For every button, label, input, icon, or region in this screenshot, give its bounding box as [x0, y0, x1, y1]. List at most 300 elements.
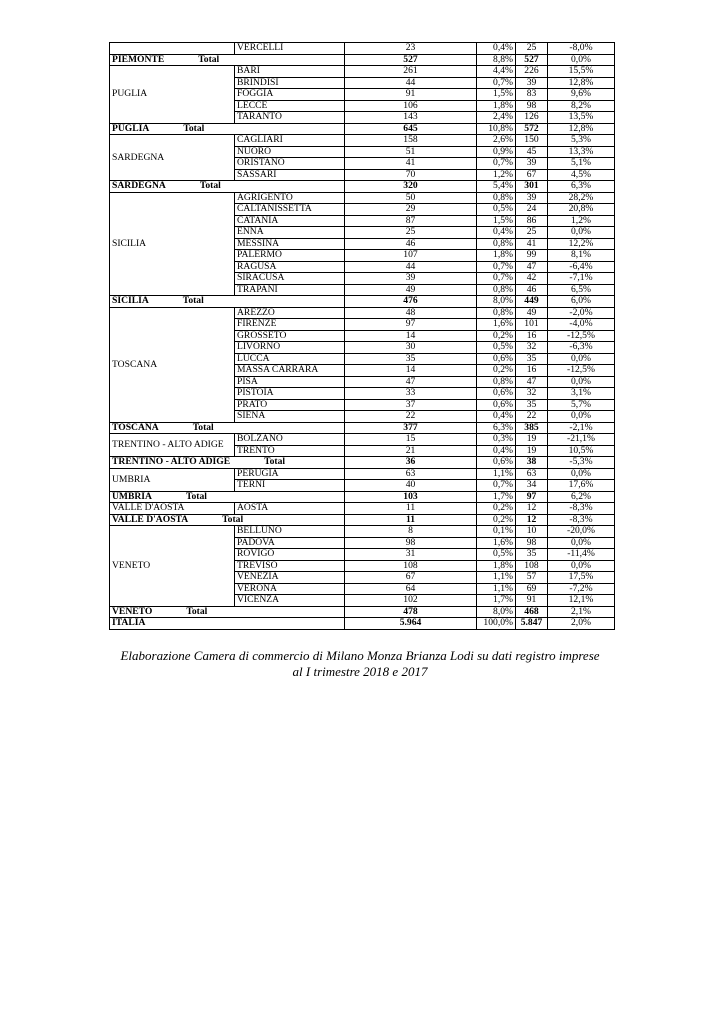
- variation-cell: 0,0%: [548, 537, 615, 549]
- province-cell: TRAPANI: [235, 284, 345, 296]
- province-cell: BRINDISI: [235, 77, 345, 89]
- count-2017-cell: 91: [516, 595, 548, 607]
- count-2018-cell: 21: [345, 445, 477, 457]
- share-cell: 0,8%: [477, 192, 516, 204]
- region-name: TOSCANA: [112, 422, 159, 433]
- variation-cell: 17,6%: [548, 480, 615, 492]
- count-2018-cell: 31: [345, 549, 477, 561]
- share-cell: 0,4%: [477, 227, 516, 239]
- count-2018-cell: 29: [345, 204, 477, 216]
- count-2018-cell: 8: [345, 526, 477, 538]
- share-cell: 1,7%: [477, 595, 516, 607]
- region-total-row: [110, 123, 615, 135]
- region-name: SICILIA: [112, 295, 149, 307]
- variation-cell: 0,0%: [548, 468, 615, 480]
- count-2017-cell: 25: [516, 227, 548, 239]
- count-2017-cell: 41: [516, 238, 548, 250]
- province-cell: FIRENZE: [235, 319, 345, 331]
- region-total-label: [110, 123, 345, 135]
- province-cell: ROVIGO: [235, 549, 345, 561]
- share-cell: 1,7%: [477, 491, 516, 503]
- count-2018-cell: 108: [345, 560, 477, 572]
- variation-cell: -6,3%: [548, 342, 615, 354]
- table-row: [110, 434, 615, 446]
- region-cell: TRENTINO - ALTO ADIGE: [110, 434, 235, 457]
- region-total-row: [110, 54, 615, 66]
- variation-cell: 12,8%: [548, 77, 615, 89]
- count-2018-cell: 102: [345, 595, 477, 607]
- share-cell: 1,8%: [477, 100, 516, 112]
- variation-cell: -8,3%: [548, 514, 615, 526]
- count-2018-cell: 478: [345, 606, 477, 618]
- province-cell: VICENZA: [235, 595, 345, 607]
- variation-cell: 12,1%: [548, 595, 615, 607]
- variation-cell: 0,0%: [548, 54, 615, 66]
- share-cell: 0,8%: [477, 376, 516, 388]
- region-cell: SARDEGNA: [110, 135, 235, 181]
- share-cell: 0,7%: [477, 480, 516, 492]
- region-cell: PUGLIA: [110, 66, 235, 124]
- count-2017-cell: 468: [516, 606, 548, 618]
- count-2018-cell: 44: [345, 77, 477, 89]
- count-2017-cell: 57: [516, 572, 548, 584]
- share-cell: 0,4%: [477, 411, 516, 423]
- variation-cell: 10,5%: [548, 445, 615, 457]
- share-cell: 0,8%: [477, 307, 516, 319]
- count-2017-cell: 42: [516, 273, 548, 285]
- count-2017-cell: 83: [516, 89, 548, 101]
- variation-cell: 12,8%: [548, 123, 615, 135]
- variation-cell: -8,0%: [548, 43, 615, 55]
- variation-cell: 0,0%: [548, 411, 615, 423]
- province-cell: AGRIGENTO: [235, 192, 345, 204]
- province-cell: AREZZO: [235, 307, 345, 319]
- table-row: [110, 135, 615, 147]
- count-2017-cell: 19: [516, 434, 548, 446]
- province-cell: LUCCA: [235, 353, 345, 365]
- count-2018-cell: 48: [345, 307, 477, 319]
- region-name: SARDEGNA: [112, 180, 166, 192]
- share-cell: 2,4%: [477, 112, 516, 124]
- count-2017-cell: 19: [516, 445, 548, 457]
- share-cell: 1,6%: [477, 319, 516, 331]
- variation-cell: 15,5%: [548, 66, 615, 78]
- province-cell: TRENTO: [235, 445, 345, 457]
- province-cell: NUORO: [235, 146, 345, 158]
- province-cell: ORISTANO: [235, 158, 345, 170]
- share-cell: 8,0%: [477, 606, 516, 618]
- region-total-label: [110, 491, 345, 503]
- variation-cell: 2,0%: [548, 618, 615, 630]
- variation-cell: -7,1%: [548, 273, 615, 285]
- region-cell: SICILIA: [110, 192, 235, 296]
- variation-cell: 6,5%: [548, 284, 615, 296]
- total-label: Total: [222, 514, 244, 525]
- region-name: TRENTINO - ALTO ADIGE: [112, 456, 231, 468]
- region-total-row: [110, 514, 615, 526]
- province-cell: PISTOIA: [235, 388, 345, 400]
- count-2017-cell: 69: [516, 583, 548, 595]
- count-2017-cell: 98: [516, 100, 548, 112]
- total-label: Total: [199, 180, 221, 192]
- count-2018-cell: 33: [345, 388, 477, 400]
- share-cell: 0,7%: [477, 261, 516, 273]
- province-cell: TARANTO: [235, 112, 345, 124]
- count-2017-cell: 63: [516, 468, 548, 480]
- region-total-label: [110, 296, 345, 308]
- region-total-row: [110, 422, 615, 434]
- province-cell: PISA: [235, 376, 345, 388]
- variation-cell: -7,2%: [548, 583, 615, 595]
- province-cell: PADOVA: [235, 537, 345, 549]
- province-cell: RAGUSA: [235, 261, 345, 273]
- province-cell: MASSA CARRARA: [235, 365, 345, 377]
- table-row: [110, 526, 615, 538]
- variation-cell: -12,5%: [548, 330, 615, 342]
- count-2018-cell: 158: [345, 135, 477, 147]
- share-cell: 6,3%: [477, 422, 516, 434]
- share-cell: 0,3%: [477, 434, 516, 446]
- count-2017-cell: 5.847: [516, 618, 548, 630]
- province-cell: CATANIA: [235, 215, 345, 227]
- grand-total-label: ITALIA: [110, 618, 345, 630]
- count-2018-cell: 67: [345, 572, 477, 584]
- share-cell: 0,8%: [477, 284, 516, 296]
- total-label: Total: [186, 606, 208, 617]
- province-cell: MESSINA: [235, 238, 345, 250]
- count-2018-cell: 64: [345, 583, 477, 595]
- variation-cell: -5,3%: [548, 457, 615, 469]
- share-cell: 1,8%: [477, 560, 516, 572]
- count-2017-cell: 449: [516, 296, 548, 308]
- count-2018-cell: 46: [345, 238, 477, 250]
- variation-cell: 3,1%: [548, 388, 615, 400]
- province-cell: SIENA: [235, 411, 345, 423]
- region-name: UMBRIA: [112, 491, 152, 502]
- count-2018-cell: 35: [345, 353, 477, 365]
- count-2017-cell: 34: [516, 480, 548, 492]
- share-cell: 0,5%: [477, 342, 516, 354]
- region-cell: [110, 43, 235, 55]
- share-cell: 1,1%: [477, 572, 516, 584]
- count-2018-cell: 40: [345, 480, 477, 492]
- table-row: [110, 43, 615, 55]
- region-name: VALLE D'AOSTA: [112, 514, 189, 525]
- total-label: Total: [264, 456, 286, 468]
- total-label: Total: [198, 54, 220, 65]
- variation-cell: 6,0%: [548, 296, 615, 308]
- count-2018-cell: 50: [345, 192, 477, 204]
- province-cell: BARI: [235, 66, 345, 78]
- count-2018-cell: 49: [345, 284, 477, 296]
- variation-cell: 8,2%: [548, 100, 615, 112]
- region-total-label: [110, 457, 345, 469]
- variation-cell: 28,2%: [548, 192, 615, 204]
- variation-cell: 6,2%: [548, 491, 615, 503]
- province-cell: PRATO: [235, 399, 345, 411]
- count-2018-cell: 30: [345, 342, 477, 354]
- count-2017-cell: 45: [516, 146, 548, 158]
- count-2017-cell: 39: [516, 192, 548, 204]
- province-cell: ENNA: [235, 227, 345, 239]
- province-cell: CALTANISSETTA: [235, 204, 345, 216]
- share-cell: 1,2%: [477, 169, 516, 181]
- table-row: [110, 307, 615, 319]
- province-cell: PERUGIA: [235, 468, 345, 480]
- share-cell: 0,4%: [477, 43, 516, 55]
- count-2018-cell: 98: [345, 537, 477, 549]
- share-cell: 0,4%: [477, 445, 516, 457]
- variation-cell: 12,2%: [548, 238, 615, 250]
- share-cell: 1,8%: [477, 250, 516, 262]
- region-name: PUGLIA: [112, 123, 150, 134]
- count-2018-cell: 11: [345, 514, 477, 526]
- count-2017-cell: 301: [516, 181, 548, 193]
- province-cell: FOGGIA: [235, 89, 345, 101]
- share-cell: 0,2%: [477, 514, 516, 526]
- count-2018-cell: 39: [345, 273, 477, 285]
- share-cell: 0,7%: [477, 273, 516, 285]
- count-2018-cell: 63: [345, 468, 477, 480]
- region-total-label: [110, 54, 345, 66]
- count-2017-cell: 10: [516, 526, 548, 538]
- variation-cell: 0,0%: [548, 227, 615, 239]
- count-2017-cell: 67: [516, 169, 548, 181]
- count-2018-cell: 51: [345, 146, 477, 158]
- region-cell: UMBRIA: [110, 468, 235, 491]
- count-2018-cell: 377: [345, 422, 477, 434]
- count-2018-cell: 11: [345, 503, 477, 515]
- region-total-row: [110, 606, 615, 618]
- share-cell: 2,6%: [477, 135, 516, 147]
- province-cell: TERNI: [235, 480, 345, 492]
- count-2017-cell: 16: [516, 330, 548, 342]
- region-total-label: [110, 181, 345, 193]
- count-2017-cell: 86: [516, 215, 548, 227]
- count-2018-cell: 25: [345, 227, 477, 239]
- provinces-table: [109, 42, 615, 630]
- count-2018-cell: 261: [345, 66, 477, 78]
- count-2017-cell: 32: [516, 342, 548, 354]
- count-2018-cell: 87: [345, 215, 477, 227]
- total-label: Total: [183, 123, 205, 134]
- share-cell: 0,2%: [477, 503, 516, 515]
- share-cell: 1,6%: [477, 537, 516, 549]
- count-2017-cell: 47: [516, 376, 548, 388]
- count-2017-cell: 47: [516, 261, 548, 273]
- province-cell: LECCE: [235, 100, 345, 112]
- count-2017-cell: 97: [516, 491, 548, 503]
- count-2017-cell: 35: [516, 353, 548, 365]
- share-cell: 0,6%: [477, 388, 516, 400]
- count-2018-cell: 476: [345, 296, 477, 308]
- region-total-row: [110, 296, 615, 308]
- count-2018-cell: 97: [345, 319, 477, 331]
- count-2018-cell: 47: [345, 376, 477, 388]
- share-cell: 1,1%: [477, 468, 516, 480]
- variation-cell: 6,3%: [548, 181, 615, 193]
- region-cell: TOSCANA: [110, 307, 235, 422]
- variation-cell: -4,0%: [548, 319, 615, 331]
- count-2017-cell: 32: [516, 388, 548, 400]
- count-2017-cell: 108: [516, 560, 548, 572]
- share-cell: 0,8%: [477, 238, 516, 250]
- count-2018-cell: 14: [345, 330, 477, 342]
- share-cell: 0,6%: [477, 457, 516, 469]
- share-cell: 1,5%: [477, 89, 516, 101]
- variation-cell: 13,3%: [548, 146, 615, 158]
- variation-cell: 8,1%: [548, 250, 615, 262]
- share-cell: 10,8%: [477, 123, 516, 135]
- region-cell: VENETO: [110, 526, 235, 607]
- count-2017-cell: 12: [516, 514, 548, 526]
- count-2018-cell: 143: [345, 112, 477, 124]
- count-2017-cell: 99: [516, 250, 548, 262]
- region-name: PIEMONTE: [112, 54, 165, 65]
- variation-cell: 5,3%: [548, 135, 615, 147]
- table-row: [110, 192, 615, 204]
- share-cell: 0,5%: [477, 204, 516, 216]
- variation-cell: 1,2%: [548, 215, 615, 227]
- region-cell: VALLE D'AOSTA: [110, 503, 235, 515]
- table-caption: Elaborazione Camera di commercio di Milano Monza Brianza Lodi su dati registro imprese al I trimestre 2018 e 2017: [120, 648, 600, 679]
- count-2017-cell: 25: [516, 43, 548, 55]
- variation-cell: -12,5%: [548, 365, 615, 377]
- count-2018-cell: 14: [345, 365, 477, 377]
- variation-cell: 9,6%: [548, 89, 615, 101]
- count-2017-cell: 24: [516, 204, 548, 216]
- region-total-row: [110, 457, 615, 469]
- count-2017-cell: 101: [516, 319, 548, 331]
- share-cell: 8,8%: [477, 54, 516, 66]
- variation-cell: 0,0%: [548, 376, 615, 388]
- table-row: [110, 468, 615, 480]
- count-2018-cell: 41: [345, 158, 477, 170]
- total-label: Total: [185, 491, 207, 502]
- province-cell: TREVISO: [235, 560, 345, 572]
- share-cell: 0,6%: [477, 399, 516, 411]
- count-2017-cell: 98: [516, 537, 548, 549]
- count-2017-cell: 49: [516, 307, 548, 319]
- variation-cell: -11,4%: [548, 549, 615, 561]
- province-cell: CAGLIARI: [235, 135, 345, 147]
- variation-cell: 0,0%: [548, 353, 615, 365]
- count-2017-cell: 527: [516, 54, 548, 66]
- count-2017-cell: 126: [516, 112, 548, 124]
- province-cell: BOLZANO: [235, 434, 345, 446]
- variation-cell: -20,0%: [548, 526, 615, 538]
- variation-cell: -8,3%: [548, 503, 615, 515]
- count-2018-cell: 36: [345, 457, 477, 469]
- count-2018-cell: 5.964: [345, 618, 477, 630]
- region-total-row: [110, 181, 615, 193]
- province-cell: SIRACUSA: [235, 273, 345, 285]
- share-cell: 0,2%: [477, 330, 516, 342]
- variation-cell: -21,1%: [548, 434, 615, 446]
- share-cell: 8,0%: [477, 296, 516, 308]
- count-2017-cell: 385: [516, 422, 548, 434]
- count-2018-cell: 106: [345, 100, 477, 112]
- count-2018-cell: 22: [345, 411, 477, 423]
- share-cell: 0,1%: [477, 526, 516, 538]
- share-cell: 0,6%: [477, 353, 516, 365]
- count-2018-cell: 91: [345, 89, 477, 101]
- region-total-label: [110, 606, 345, 618]
- share-cell: 100,0%: [477, 618, 516, 630]
- table-body: [110, 43, 615, 630]
- province-cell: BELLUNO: [235, 526, 345, 538]
- province-cell: GROSSETO: [235, 330, 345, 342]
- share-cell: 0,7%: [477, 158, 516, 170]
- count-2018-cell: 107: [345, 250, 477, 262]
- count-2017-cell: 39: [516, 77, 548, 89]
- count-2017-cell: 16: [516, 365, 548, 377]
- province-cell: LIVORNO: [235, 342, 345, 354]
- count-2018-cell: 320: [345, 181, 477, 193]
- share-cell: 1,5%: [477, 215, 516, 227]
- count-2017-cell: 39: [516, 158, 548, 170]
- variation-cell: -2,1%: [548, 422, 615, 434]
- total-label: Total: [182, 295, 204, 307]
- variation-cell: 0,0%: [548, 560, 615, 572]
- count-2018-cell: 103: [345, 491, 477, 503]
- variation-cell: 20,8%: [548, 204, 615, 216]
- variation-cell: -6,4%: [548, 261, 615, 273]
- count-2017-cell: 150: [516, 135, 548, 147]
- variation-cell: 13,5%: [548, 112, 615, 124]
- province-cell: PALERMO: [235, 250, 345, 262]
- region-total-label: [110, 514, 345, 526]
- count-2017-cell: 572: [516, 123, 548, 135]
- variation-cell: 17,5%: [548, 572, 615, 584]
- province-cell: VERONA: [235, 583, 345, 595]
- count-2017-cell: 22: [516, 411, 548, 423]
- variation-cell: 2,1%: [548, 606, 615, 618]
- count-2017-cell: 35: [516, 399, 548, 411]
- total-label: Total: [192, 422, 214, 433]
- table-row: [110, 503, 615, 515]
- share-cell: 0,5%: [477, 549, 516, 561]
- count-2018-cell: 37: [345, 399, 477, 411]
- table-row: [110, 66, 615, 78]
- share-cell: 0,7%: [477, 77, 516, 89]
- count-2018-cell: 527: [345, 54, 477, 66]
- count-2017-cell: 226: [516, 66, 548, 78]
- province-cell: SASSARI: [235, 169, 345, 181]
- variation-cell: 5,1%: [548, 158, 615, 170]
- province-cell: VENEZIA: [235, 572, 345, 584]
- share-cell: 1,1%: [477, 583, 516, 595]
- share-cell: 4,4%: [477, 66, 516, 78]
- count-2017-cell: 12: [516, 503, 548, 515]
- grand-total-row: [110, 618, 615, 630]
- count-2018-cell: 15: [345, 434, 477, 446]
- share-cell: 0,2%: [477, 365, 516, 377]
- count-2018-cell: 70: [345, 169, 477, 181]
- count-2018-cell: 23: [345, 43, 477, 55]
- region-name: VENETO: [112, 606, 153, 617]
- count-2018-cell: 645: [345, 123, 477, 135]
- share-cell: 0,9%: [477, 146, 516, 158]
- count-2017-cell: 38: [516, 457, 548, 469]
- variation-cell: -2,0%: [548, 307, 615, 319]
- count-2017-cell: 46: [516, 284, 548, 296]
- count-2018-cell: 44: [345, 261, 477, 273]
- share-cell: 5,4%: [477, 181, 516, 193]
- variation-cell: 4,5%: [548, 169, 615, 181]
- variation-cell: 5,7%: [548, 399, 615, 411]
- count-2017-cell: 35: [516, 549, 548, 561]
